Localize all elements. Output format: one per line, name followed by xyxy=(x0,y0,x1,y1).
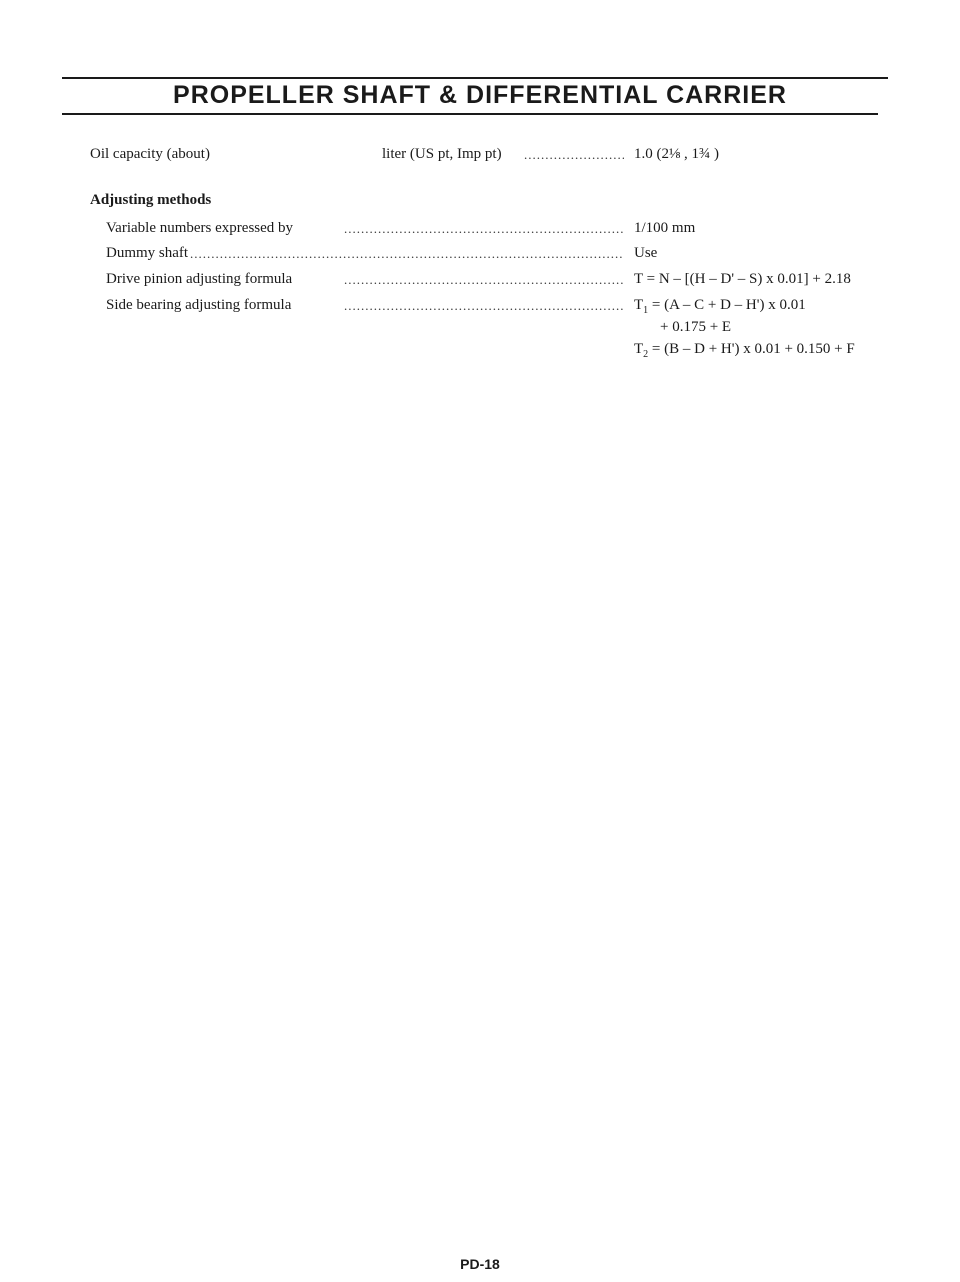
t2-subscript: 2 xyxy=(643,349,649,360)
header-rule-bottom xyxy=(62,113,878,115)
oil-capacity-value: 1.0 (2⅛ , 1¾ ) xyxy=(634,146,719,162)
dummy-shaft-label: Dummy shaft xyxy=(106,245,189,261)
side-bearing-formula-t2 xyxy=(634,340,855,358)
variable-numbers-label: Variable numbers expressed by xyxy=(106,220,294,236)
leader-dots xyxy=(190,245,624,263)
adjusting-methods-heading: Adjusting methods xyxy=(90,192,212,208)
t2-symbol: T xyxy=(634,341,644,357)
leader-dots xyxy=(344,271,624,289)
leader-dots xyxy=(344,297,624,315)
t1-symbol: T xyxy=(634,297,644,313)
page-number: PD-18 xyxy=(460,1256,500,1272)
drive-pinion-formula: T = N – [(H – D' – S) x 0.01] + 2.18 xyxy=(634,271,851,287)
t2-formula: = (B – D + H') x 0.01 + 0.150 + F xyxy=(648,341,855,357)
leader-dots xyxy=(524,146,624,164)
oil-capacity-unit: liter (US pt, Imp pt) xyxy=(382,146,502,162)
leader-dots xyxy=(344,220,624,238)
drive-pinion-formula-label: Drive pinion adjusting formula xyxy=(106,271,293,287)
side-bearing-formula-t1-continued: + 0.175 + E xyxy=(660,319,732,335)
t1-subscript: 1 xyxy=(643,305,649,316)
header-rule-top xyxy=(62,77,888,79)
oil-capacity-label: Oil capacity (about) xyxy=(90,146,210,162)
dummy-shaft-value: Use xyxy=(634,245,658,261)
t1-formula: = (A – C + D – H') x 0.01 xyxy=(648,297,806,313)
section-title: PROPELLER SHAFT & DIFFERENTIAL CARRIER xyxy=(173,81,787,109)
side-bearing-formula-t1 xyxy=(634,296,806,314)
variable-numbers-value: 1/100 mm xyxy=(634,220,696,236)
side-bearing-formula-label: Side bearing adjusting formula xyxy=(106,297,292,313)
